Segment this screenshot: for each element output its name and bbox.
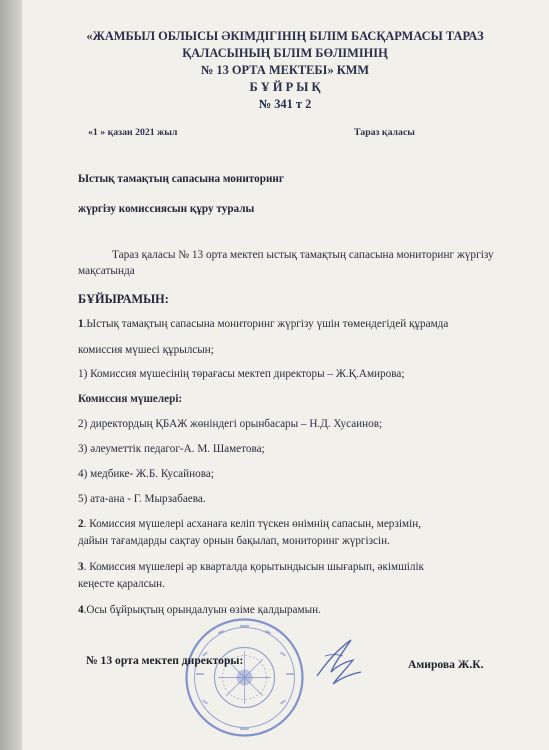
member-5: 5) ата-ана - Г. Мырзабаева. [78, 493, 206, 505]
document-header [40, 28, 530, 113]
paragraph-1-number: 1 [78, 318, 84, 330]
member-3: 3) әлеуметтік педагог-А. М. Шаметова; [78, 443, 265, 455]
paragraph-2-line-2: дайын тағамдарды сақтау орнын бақылап, мониторинг жүргізсін. [78, 535, 390, 547]
paragraph-3-text-a: . Комиссия мүшелері әр кварталда қорытындысын шығарып, әкімшілік [83, 561, 424, 573]
signatory-name: Амирова Ж.К. [408, 658, 484, 671]
header-line-3: № 13 ОРТА МЕКТЕБІ» КММ [200, 63, 370, 77]
paragraph-2-line-1 [78, 518, 528, 530]
subject-line-2: жүргізу комиссиясын құру туралы [78, 203, 255, 215]
paragraph-4-number: 4 [78, 604, 84, 616]
paragraph-2-number: 2 [78, 518, 84, 530]
order-city: Тараз қаласы [354, 127, 415, 138]
members-heading: Комиссия мүшелері: [78, 393, 183, 405]
paragraph-4-text: .Осы бұйрықтың орындалуын өзіме қалдырамын. [83, 604, 321, 616]
order-number: № 341 т 2 [258, 97, 312, 111]
signatory-title: № 13 орта мектеп директоры: [86, 654, 244, 667]
paragraph-3-line-2: кеңесте қаралсын. [78, 578, 165, 590]
paragraph-1-line-1 [78, 318, 528, 330]
header-line-1: «ЖАМБЫЛ ОБЛЫСЫ ӘКІМДІГІНІҢ БІЛІМ БАСҚАРМАСЫ ТАРАЗ [86, 29, 484, 43]
order-keyword: БҰЙЫРАМЫН: [78, 292, 169, 306]
paragraph-1-text-a: .Ыстық тамақтың сапасына мониторинг жүргізу үшін төмендегідей құрамда [83, 318, 449, 330]
document-page [22, 0, 549, 750]
member-4: 4) медбике- Ж.Б. Кусайнова; [78, 468, 214, 480]
paragraph-1-line-2: комиссия мүшесі құрылсын; [78, 344, 214, 356]
subject-line-1: Ыстық тамақтың сапасына мониторинг [78, 173, 284, 185]
header-line-2: ҚАЛАСЫНЫҢ БІЛІМ БӨЛІМІНІҢ [182, 46, 388, 60]
handwritten-signature-icon [307, 632, 369, 692]
paragraph-2-text-a: . Комиссия мүшелері асханаға келіп түскен өнімнің сапасын, мерзімін, [83, 518, 422, 530]
paragraph-3-line-1 [78, 561, 528, 573]
page-shadow [0, 0, 22, 750]
order-title: Б Ұ Й Р Ы Қ [249, 80, 321, 94]
chair-line: 1) Комиссия мүшесінің төрағасы мектеп директоры – Ж.Қ.Амирова; [78, 368, 405, 380]
order-date: «1 » қазан 2021 жыл [88, 127, 178, 138]
official-stamp-icon [182, 615, 307, 740]
intro-paragraph: Тараз қаласы № 13 орта мектеп ыстық тамақтың сапасына мониторинг жүргізу мақсатында [78, 249, 494, 277]
member-2: 2) директордың ҚБАЖ жөніндегі орынбасары – Н.Д. Хусаинов; [78, 418, 383, 430]
paragraph-3-number: 3 [78, 561, 84, 573]
